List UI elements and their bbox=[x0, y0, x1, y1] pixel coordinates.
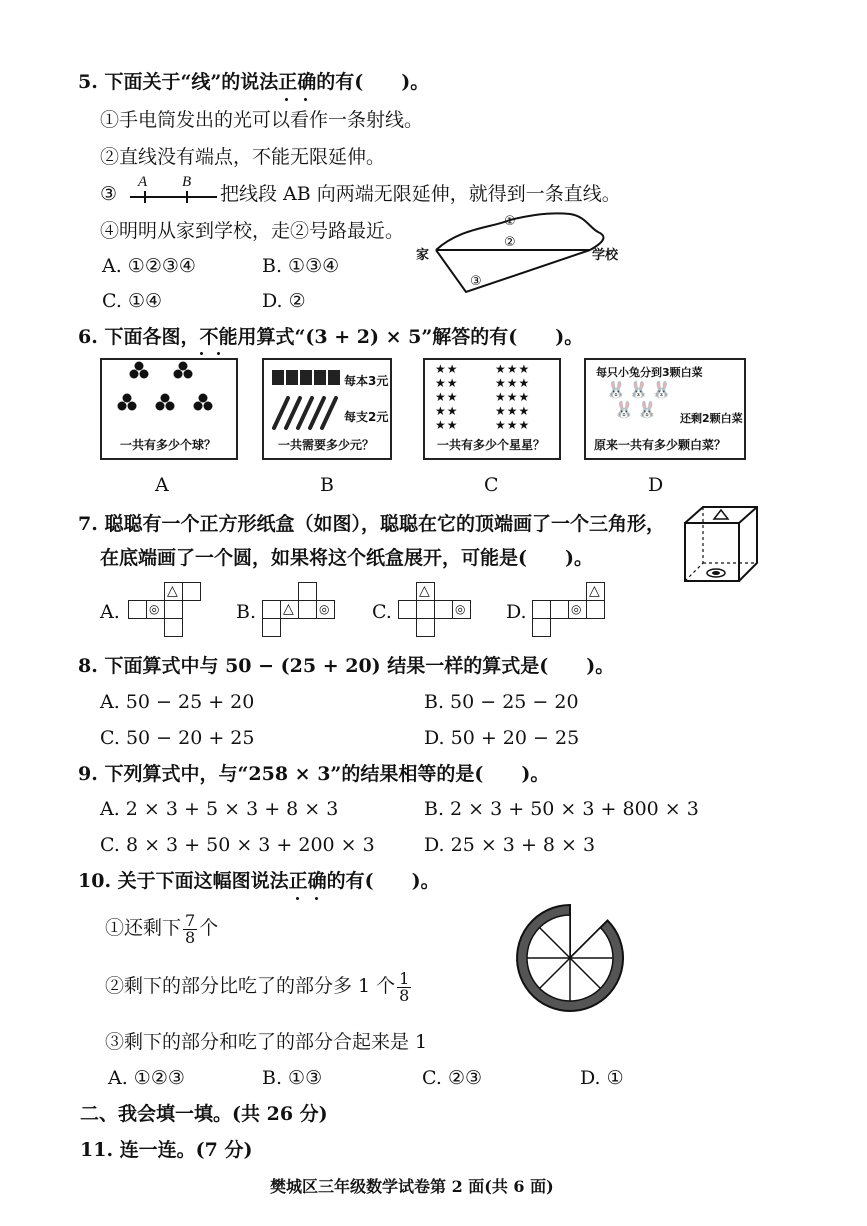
q5-option-d[interactable]: D. ② bbox=[262, 290, 306, 312]
fraction-denominator: 8 bbox=[185, 927, 196, 947]
q9-stem: 9. 下列算式中，与“258 × 3”的结果相等的是( )。 bbox=[78, 763, 550, 785]
page-footer: 樊城区三年级数学试卷第 2 面(共 6 面) bbox=[270, 1177, 554, 1196]
route-1-label: ① bbox=[504, 214, 516, 229]
q8-stem: 8. 下面算式中与 50 − (25 + 20) 结果一样的算式是( )。 bbox=[78, 655, 615, 677]
balls-icon bbox=[102, 360, 232, 420]
q10-s1-text: ①还剩下 bbox=[105, 917, 182, 939]
fraction-numerator: 1 bbox=[399, 968, 410, 988]
q10-statement-2 bbox=[105, 966, 413, 1006]
circle-icon: ◎ bbox=[319, 602, 330, 616]
q7-option-b[interactable]: B. bbox=[236, 601, 257, 623]
q10-option-b[interactable]: B. ①③ bbox=[262, 1067, 323, 1089]
q6-stem: 6. 下面各图，不能用算式“(3 + 2) × 5”解答的有( )。 bbox=[78, 326, 584, 348]
emphasis-dot bbox=[315, 897, 318, 900]
q7-line-2: 在底端画了一个圆，如果将这个纸盒展开，可能是( )。 bbox=[100, 547, 593, 569]
books-icon bbox=[272, 370, 344, 386]
q10-option-a[interactable]: A. ①②③ bbox=[108, 1067, 185, 1089]
q6-picture-d bbox=[584, 358, 746, 460]
q5-statement-3-marker: ③ bbox=[100, 183, 118, 205]
q10-statement-3: ③剩下的部分和吃了的部分合起来是 1 bbox=[105, 1031, 428, 1053]
point-a-label: A bbox=[138, 174, 148, 190]
q6-picture-a bbox=[100, 358, 238, 460]
q11-stem: 11. 连一连。(7 分) bbox=[80, 1139, 253, 1161]
rabbits-icon: 🐰🐰🐰 🐰🐰 bbox=[606, 380, 675, 419]
triangle-icon: △ bbox=[589, 583, 600, 599]
q7-line-1: 7. 聪聪有一个正方形纸盒（如图），聪聪在它的顶端画了一个三角形， bbox=[78, 513, 665, 535]
q6-letter-a[interactable]: A bbox=[155, 474, 169, 496]
emphasis-dot bbox=[200, 352, 203, 355]
emphasis-dot bbox=[296, 897, 299, 900]
fraction-one-eighth bbox=[397, 968, 411, 1005]
triangle-icon: △ bbox=[419, 583, 430, 599]
q10-statement-1 bbox=[105, 908, 218, 948]
q8-option-b[interactable]: B. 50 − 25 − 20 bbox=[424, 691, 579, 713]
fraction-denominator: 8 bbox=[399, 985, 410, 1005]
q10-option-c[interactable]: C. ②③ bbox=[422, 1067, 483, 1089]
q5-stem: 5. 下面关于“线”的说法正确的有( )。 bbox=[78, 71, 430, 93]
fraction-numerator: 7 bbox=[185, 910, 196, 930]
q8-option-d[interactable]: D. 50 + 20 − 25 bbox=[424, 727, 580, 749]
fraction-seven-eighths bbox=[183, 910, 197, 947]
triangle-icon: △ bbox=[167, 583, 178, 599]
q7-option-d[interactable]: D. bbox=[506, 601, 527, 623]
q5-option-c[interactable]: C. ①④ bbox=[102, 290, 163, 312]
q6-letter-c[interactable]: C bbox=[484, 474, 499, 496]
q6-picture-b bbox=[262, 358, 392, 460]
q6-a-caption: 一共有多少个球？ bbox=[120, 438, 217, 452]
pie-seven-eighths-figure bbox=[512, 900, 632, 1020]
triangle-icon: △ bbox=[283, 601, 294, 617]
section-2-heading: 二、我会填一填。(共 26 分) bbox=[80, 1103, 328, 1125]
q10-s2-text: ②剩下的部分比吃了的部分多 1 个 bbox=[105, 975, 396, 997]
q5-statement-1: ①手电筒发出的光可以看作一条射线。 bbox=[100, 109, 424, 131]
stars-icon: ★★ ★★ ★★ ★★ ★★ bbox=[435, 362, 459, 432]
route-2-label: ② bbox=[504, 235, 516, 250]
emphasis-dot bbox=[285, 98, 288, 101]
q6-d-caption: 原来一共有多少颗白菜？ bbox=[594, 438, 727, 452]
q5-statement-2: ②直线没有端点，不能无限延伸。 bbox=[100, 146, 386, 168]
pens-icon bbox=[272, 394, 344, 430]
q7-option-a[interactable]: A. bbox=[100, 601, 120, 623]
q6-letter-d[interactable]: D bbox=[648, 474, 664, 496]
cube-box-figure bbox=[683, 505, 763, 585]
q6-d-label-1: 每只小兔分到3颗白菜 bbox=[596, 366, 703, 379]
point-b-label: B bbox=[182, 174, 192, 190]
map-home-label: 家 bbox=[416, 248, 430, 263]
emphasis-dot bbox=[304, 98, 307, 101]
q10-stem: 10. 关于下面这幅图说法正确的有( )。 bbox=[78, 870, 440, 892]
q9-option-a[interactable]: A. 2 × 3 + 5 × 3 + 8 × 3 bbox=[100, 798, 339, 820]
q6-letter-b[interactable]: B bbox=[320, 474, 334, 496]
q10-s1-unit: 个 bbox=[199, 917, 219, 939]
q5-statement-4: ④明明从家到学校，走②号路最近。 bbox=[100, 220, 405, 242]
circle-icon: ◎ bbox=[149, 602, 160, 616]
q9-option-c[interactable]: C. 8 × 3 + 50 × 3 + 200 × 3 bbox=[100, 834, 375, 856]
stars-icon: ★★★ ★★★ ★★★ ★★★ ★★★ bbox=[495, 362, 531, 432]
q6-c-caption: 一共有多少个星星？ bbox=[437, 438, 546, 452]
q5-option-a[interactable]: A. ①②③④ bbox=[102, 255, 196, 277]
q5-statement-3: 把线段 AB 向两端无限延伸，就得到一条直线。 bbox=[220, 183, 621, 205]
map-school-label: 学校 bbox=[592, 248, 619, 263]
q6-b-label-2: 每支2元 bbox=[344, 410, 389, 424]
q6-picture-c bbox=[423, 358, 561, 460]
circle-icon: ◎ bbox=[571, 602, 582, 616]
q10-option-d[interactable]: D. ① bbox=[580, 1067, 624, 1089]
route-3-label: ③ bbox=[470, 274, 482, 289]
q6-b-label-1: 每本3元 bbox=[344, 374, 389, 388]
q6-d-label-2: 还剩2颗白菜 bbox=[680, 412, 743, 425]
q5-option-b[interactable]: B. ①③④ bbox=[262, 255, 340, 277]
q6-b-caption: 一共需要多少元？ bbox=[278, 438, 375, 452]
q9-option-d[interactable]: D. 25 × 3 + 8 × 3 bbox=[424, 834, 596, 856]
emphasis-dot bbox=[217, 352, 220, 355]
q8-option-c[interactable]: C. 50 − 20 + 25 bbox=[100, 727, 255, 749]
q7-option-c[interactable]: C. bbox=[372, 601, 392, 623]
circle-icon: ◎ bbox=[455, 602, 466, 616]
q8-option-a[interactable]: A. 50 − 25 + 20 bbox=[100, 691, 255, 713]
q9-option-b[interactable]: B. 2 × 3 + 50 × 3 + 800 × 3 bbox=[424, 798, 699, 820]
